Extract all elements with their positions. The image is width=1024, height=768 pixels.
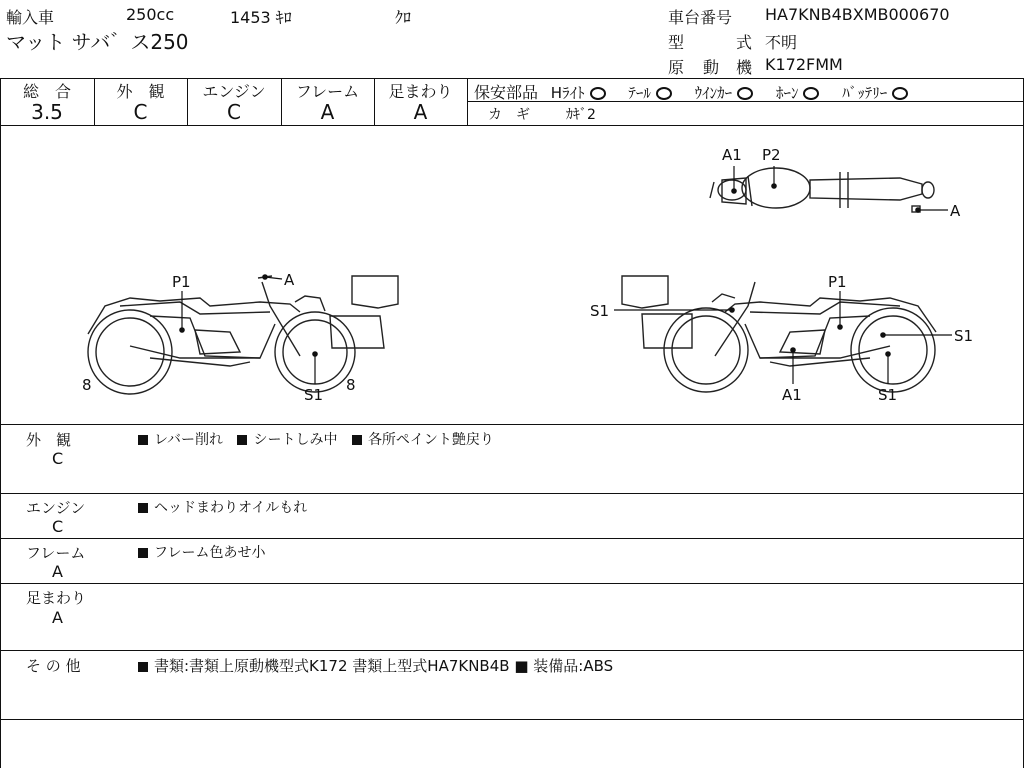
safety-item-horn: ﾎｰﾝ bbox=[776, 84, 820, 102]
bullet-square-icon bbox=[138, 503, 148, 513]
top-label-a1: A1 bbox=[722, 146, 742, 164]
divider bbox=[0, 493, 1024, 494]
engine-no: K172FMM bbox=[765, 55, 843, 74]
safety-label: 保安部品 bbox=[474, 83, 539, 102]
section-label: フレーム bbox=[26, 544, 86, 562]
divider bbox=[0, 650, 1024, 651]
motorcycle-diagram bbox=[0, 126, 1024, 424]
divider bbox=[0, 538, 1024, 539]
frame-grade: A bbox=[320, 100, 335, 124]
section-label: そ の 他 bbox=[26, 657, 81, 675]
section-notes: ヘッドまわりオイルもれ bbox=[138, 497, 307, 517]
overall-grade: 3.5 bbox=[31, 100, 63, 124]
section-notes: 書類:書類上原動機型式K172 書類上型式HA7KNB4B ■ 装備品:ABS bbox=[138, 655, 613, 676]
frame-grade-label: フレーム bbox=[295, 82, 360, 101]
section-notes: レバー削れ シートしみ中 各所ペイント艶戻り bbox=[138, 429, 494, 449]
section-label: 外 観 bbox=[26, 431, 72, 449]
import-type: 輸入車 bbox=[6, 8, 55, 27]
safety-item-headlight: Hﾗｲﾄ bbox=[551, 84, 606, 102]
section-grade: C bbox=[52, 517, 64, 536]
section-grade: A bbox=[52, 562, 63, 581]
right-label-a1: A1 bbox=[782, 386, 802, 404]
right-side-bike-icon bbox=[622, 276, 936, 392]
left-label-a: A bbox=[284, 271, 295, 289]
safety-item-battery: ﾊﾞｯﾃﾘｰ bbox=[842, 84, 908, 102]
section-grade: C bbox=[52, 449, 64, 468]
key-value: ｶｷﾞ2 bbox=[566, 107, 596, 123]
exterior-label: 外 観 bbox=[116, 82, 165, 101]
top-label-a: A bbox=[950, 202, 961, 220]
ok-circle-icon bbox=[737, 87, 753, 100]
left-label-p1: P1 bbox=[172, 273, 191, 291]
bullet-square-icon bbox=[237, 435, 247, 445]
divider bbox=[0, 583, 1024, 584]
exterior-grade: C bbox=[133, 100, 148, 124]
model-type-label-1: 型 bbox=[668, 33, 685, 52]
left-label-s1: S1 bbox=[304, 386, 324, 404]
right-label-p1: P1 bbox=[828, 273, 847, 291]
engine-grade-label: エンジン bbox=[202, 82, 266, 101]
bullet-square-icon bbox=[138, 548, 148, 558]
model-type-label-2: 式 bbox=[736, 33, 753, 52]
top-label-p2: P2 bbox=[762, 146, 781, 164]
bullet-square-icon bbox=[138, 662, 148, 672]
model-name: マット サバ゛ス250 bbox=[6, 30, 189, 54]
section-grade: A bbox=[52, 608, 63, 627]
right-label-s1-front: S1 bbox=[590, 302, 610, 320]
suspension-grade-label: 足まわり bbox=[388, 82, 453, 101]
engine-label-2: 動 bbox=[703, 58, 720, 77]
left-label-8-front: 8 bbox=[82, 376, 92, 394]
top-view-bike-icon bbox=[710, 168, 934, 212]
frame-no: HA7KNB4BXMB000670 bbox=[765, 5, 950, 24]
section-notes: フレーム色あせ小 bbox=[138, 542, 265, 562]
border bbox=[0, 78, 1, 768]
divider bbox=[0, 719, 1024, 720]
safety-item-winker: ｳｲﾝｶｰ bbox=[695, 84, 754, 102]
engine-grade: C bbox=[227, 100, 241, 124]
divider bbox=[0, 424, 1024, 425]
section-label: エンジン bbox=[26, 499, 86, 517]
ok-circle-icon bbox=[590, 87, 606, 100]
ok-circle-icon bbox=[656, 87, 672, 100]
mileage: 1453 ｷﾛ bbox=[230, 8, 292, 27]
bullet-square-icon bbox=[138, 435, 148, 445]
engine-label-1: 原 bbox=[668, 58, 685, 77]
right-label-s1-lower: S1 bbox=[878, 386, 898, 404]
section-label: 足まわり bbox=[26, 589, 87, 607]
key-label: カ ギ bbox=[488, 107, 530, 123]
frame-no-label: 車台番号 bbox=[668, 8, 733, 27]
right-label-s1-rear: S1 bbox=[954, 327, 974, 345]
safety-parts-row bbox=[474, 80, 908, 103]
left-label-8-rear: 8 bbox=[346, 376, 356, 394]
ok-circle-icon bbox=[892, 87, 908, 100]
suspension-grade: A bbox=[413, 100, 428, 124]
bullet-square-icon bbox=[352, 435, 362, 445]
body-color: ｸﾛ bbox=[395, 8, 412, 27]
engine-label-3: 機 bbox=[736, 58, 753, 77]
overall-label: 総 合 bbox=[22, 82, 71, 101]
safety-item-tail: ﾃｰﾙ bbox=[628, 84, 672, 102]
displacement: 250cc bbox=[126, 5, 175, 24]
model-type: 不明 bbox=[765, 33, 798, 52]
divider bbox=[467, 78, 468, 125]
ok-circle-icon bbox=[803, 87, 819, 100]
